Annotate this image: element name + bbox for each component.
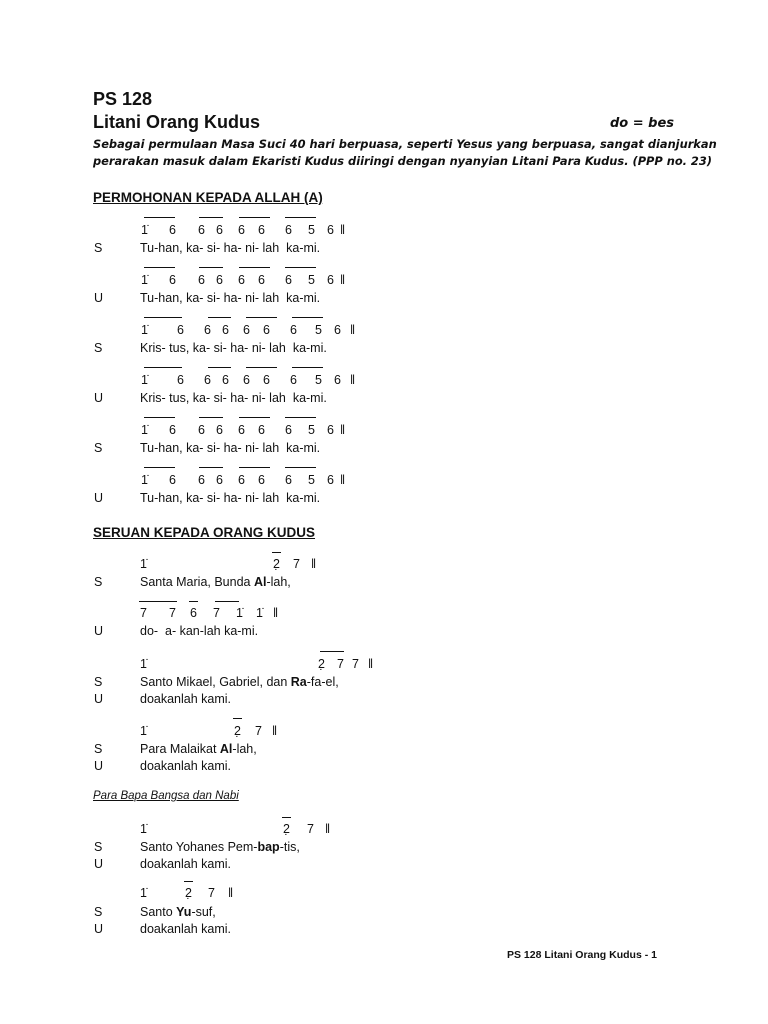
note: 6 [243,323,250,337]
note: 7 [169,606,176,620]
note: 5 [315,323,322,337]
beam [189,601,198,602]
lyric-line: Kris- tus, ka- si- ha- ni- lah ka-mi. [140,391,327,405]
note: 6 [169,223,176,237]
section-heading-b: SERUAN KEPADA ORANG KUDUS [93,525,316,540]
note: 6 [190,606,197,620]
beam [144,417,175,418]
note: 6 [263,373,270,387]
note: 6 [198,273,205,287]
beam [292,367,323,368]
role-solo: S [94,840,103,854]
note: 5 [315,373,322,387]
note: 7 [140,606,147,620]
role-solo: S [94,341,103,355]
barline: ‖ [340,273,346,287]
beam [208,367,231,368]
note: 6 [169,423,176,437]
barline: ‖ [273,606,279,620]
note: 1̇ [140,724,147,738]
role-people: U [94,857,104,871]
note: 6 [285,273,292,287]
note: 7 [255,724,262,738]
lyric-line: Santa Maria, Bunda Al-lah, [140,575,291,589]
note: 6 [169,273,176,287]
barline: ‖ [340,473,346,487]
note: 1̇ [141,373,148,387]
note: 6 [238,473,245,487]
barline: ‖ [368,657,374,671]
note: 6 [290,373,297,387]
note: 7 [352,657,359,671]
note: 1̇ [141,223,148,237]
note: 7 [307,822,314,836]
lyric-line: Santo Yu-suf, [140,905,216,919]
role-solo: S [94,241,103,255]
note: 1̇ [141,273,148,287]
note: 6 [327,273,334,287]
beam [144,267,175,268]
beam [199,267,223,268]
barline: ‖ [340,223,346,237]
song-title: Litani Orang Kudus [93,112,261,132]
note: 6 [216,473,223,487]
note: 6 [285,223,292,237]
note: 1̇ [141,423,148,437]
note: 7 [337,657,344,671]
response-line: doakanlah kami. [140,857,232,871]
role-solo: S [94,575,103,589]
section-heading-c: Para Bapa Bangsa dan Nabi [93,790,239,802]
note: 6 [334,373,341,387]
note: 6 [258,223,265,237]
note: 6 [258,473,265,487]
barline: ‖ [272,724,278,738]
response-line: doakanlah kami. [140,759,232,773]
beam [184,881,193,882]
note: 6 [177,323,184,337]
beam [144,217,175,218]
role-solo: S [94,742,103,756]
note: 5 [308,223,315,237]
note: 6 [216,423,223,437]
role-people: U [94,391,104,405]
beam [246,367,277,368]
section-heading-a: PERMOHONAN KEPADA ALLAH (A) [93,190,323,205]
lyric-line: Kris- tus, ka- si- ha- ni- lah ka-mi. [140,341,327,355]
lyric-line: do- a- kan-lah ka-mi. [140,624,259,638]
note: 1̇ [140,557,147,571]
note: 7 [213,606,220,620]
note: 2̣ [273,557,280,571]
note: 6 [222,323,229,337]
response-line: doakanlah kami. [140,922,232,936]
page-footer: PS 128 Litani Orang Kudus - 1 [507,949,657,961]
beam [199,417,223,418]
beam [292,317,323,318]
note: 5 [308,273,315,287]
lyric-line: Para Malaikat Al-lah, [140,742,257,756]
beam [144,467,175,468]
lyric-line: Santo Mikael, Gabriel, dan Ra-fa-el, [140,675,339,689]
note: 6 [285,423,292,437]
note: 1̇ [256,606,263,620]
beam [285,217,316,218]
note: 1̇ [141,323,148,337]
note: 6 [238,273,245,287]
note: 6 [198,223,205,237]
note: 6 [243,373,250,387]
beam [285,467,316,468]
note: 2̣ [234,724,241,738]
note: 6 [198,473,205,487]
beam [233,718,242,719]
note: 7 [293,557,300,571]
note: 6 [263,323,270,337]
lyric-line: Tu-han, ka- si- ha- ni- lah ka-mi. [140,241,321,255]
barline: ‖ [350,373,356,387]
note: 6 [238,223,245,237]
note: 6 [204,373,211,387]
note: 1̇ [140,822,147,836]
role-people: U [94,291,104,305]
beam [144,367,182,368]
beam [285,267,316,268]
note: 6 [216,223,223,237]
note: 6 [204,323,211,337]
lyric-line: Tu-han, ka- si- ha- ni- lah ka-mi. [140,441,321,455]
barline: ‖ [228,886,234,900]
beam [239,417,270,418]
note: 6 [198,423,205,437]
lyric-line: Tu-han, ka- si- ha- ni- lah ka-mi. [140,291,321,305]
beam [246,317,277,318]
note: 1̇ [140,657,147,671]
note: 6 [327,473,334,487]
lyric-line: Tu-han, ka- si- ha- ni- lah ka-mi. [140,491,321,505]
note: 6 [327,223,334,237]
beam [199,217,223,218]
beam [139,601,177,602]
note: 5 [308,423,315,437]
lyric-line: Santo Yohanes Pem-bap-tis, [140,840,300,854]
note: 2̣ [318,657,325,671]
note: 6 [334,323,341,337]
note: 1̇ [236,606,243,620]
note: 6 [177,373,184,387]
role-people: U [94,491,104,505]
note: 2̣ [185,886,192,900]
note: 1̇ [141,473,148,487]
note: 6 [258,423,265,437]
beam [272,552,281,553]
role-solo: S [94,441,103,455]
note: 6 [222,373,229,387]
barline: ‖ [311,557,317,571]
beam [239,217,270,218]
intro-line-1: Sebagai permulaan Masa Suci 40 hari berpuasa, seperti Yesus yang berpuasa, sangat dianjurkan [93,137,717,151]
barline: ‖ [340,423,346,437]
role-people: U [94,759,104,773]
song-code: PS 128 [93,89,153,109]
note: 6 [290,323,297,337]
note: 6 [258,273,265,287]
note: 6 [216,273,223,287]
beam [239,267,270,268]
note: 6 [285,473,292,487]
barline: ‖ [350,323,356,337]
role-people: U [94,692,104,706]
intro-line-2: perarakan masuk dalam Ekaristi Kudus diiringi dengan nyanyian Litani Para Kudus. (PPP no. 23) [93,154,712,168]
role-solo: S [94,675,103,689]
role-people: U [94,922,104,936]
key-signature: do = bes [610,116,675,131]
barline: ‖ [325,822,331,836]
role-people: U [94,624,104,638]
beam [282,817,291,818]
response-line: doakanlah kami. [140,692,232,706]
role-solo: S [94,905,103,919]
beam [239,467,270,468]
beam [320,651,344,652]
beam [285,417,316,418]
note: 5 [308,473,315,487]
note: 6 [327,423,334,437]
note: 6 [238,423,245,437]
beam [144,317,182,318]
beam [208,317,231,318]
note: 1̇ [140,886,147,900]
note: 2̣ [283,822,290,836]
note: 7 [208,886,215,900]
beam [215,601,239,602]
beam [199,467,223,468]
note: 6 [169,473,176,487]
